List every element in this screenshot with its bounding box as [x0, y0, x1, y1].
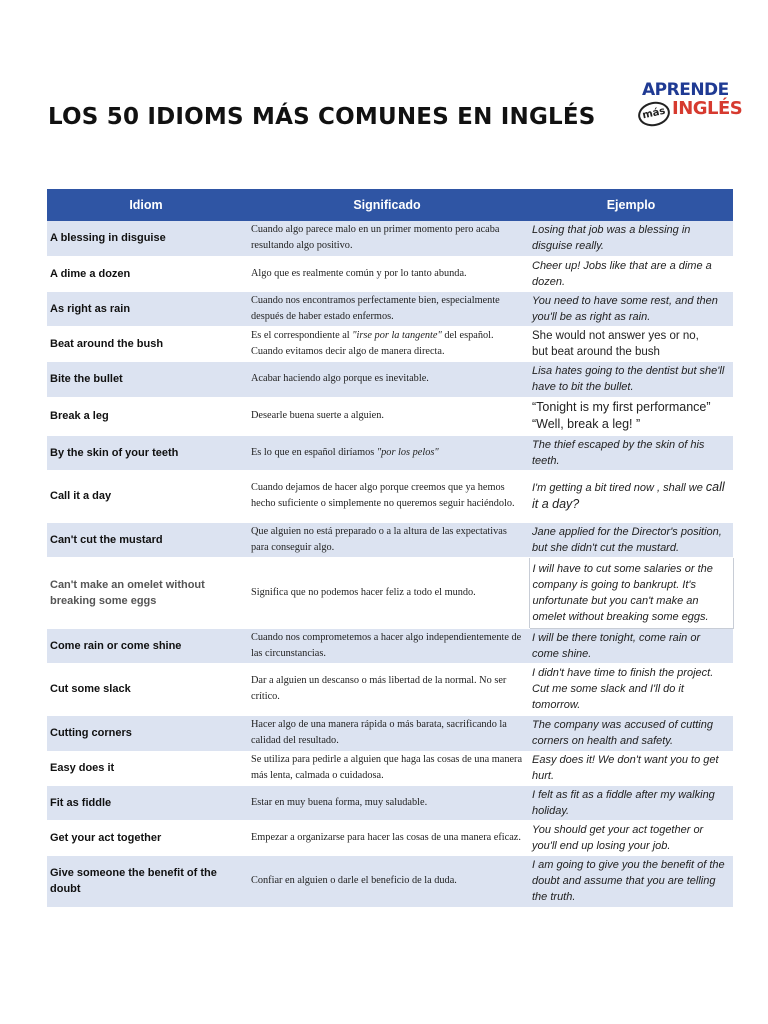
meaning-cell: Dar a alguien un descanso o más libertad de la normal. No ser crítico. [245, 663, 529, 715]
table-header-row [47, 189, 733, 221]
page-title: LOS 50 IDIOMS MÁS COMUNES EN INGLÉS [48, 104, 596, 130]
meaning-cell [245, 326, 529, 361]
brand-logo [636, 80, 743, 126]
column-header-significado: Significado [245, 189, 529, 221]
table-row [47, 628, 733, 663]
table-row [47, 397, 733, 435]
idiom-cell: Give someone the benefit of the doubt [47, 855, 245, 907]
table-row [47, 435, 733, 470]
table-row [47, 751, 733, 785]
example-cell: Cheer up! Jobs like that are a dime a dozen. [529, 256, 733, 291]
table-row [47, 221, 733, 256]
table-row [47, 557, 733, 628]
meaning-cell: Cuando nos comprometemos a hacer algo independientemente de las circunstancias. [245, 628, 529, 663]
example-cell [529, 470, 733, 522]
idiom-cell: Get your act together [47, 820, 245, 855]
table-row [47, 663, 733, 715]
example-emphasis: call it a day? [532, 480, 725, 511]
table-row [47, 522, 733, 557]
idiom-cell: A blessing in disguise [47, 221, 245, 256]
example-line: but beat around the bush [532, 345, 660, 358]
example-cell: Losing that job was a blessing in disguise really. [529, 221, 733, 256]
logo-circle-mas: más [636, 99, 672, 129]
example-cell: I didn't have time to finish the project. Cut me some slack and I'll do it tomorrow. [529, 663, 733, 715]
meaning-text: Es lo que en español diríamos [251, 446, 377, 458]
idiom-cell: Easy does it [47, 751, 245, 785]
example-line: “Well, break a leg! ” [532, 417, 641, 431]
table-row [47, 326, 733, 361]
example-cell: You need to have some rest, and then you'll be as right as rain. [529, 291, 733, 326]
idiom-cell: Beat around the bush [47, 326, 245, 361]
table-row [47, 855, 733, 907]
example-line: She would not answer yes or no, [532, 329, 699, 342]
example-cell: You should get your act together or you'll end up losing your job. [529, 820, 733, 855]
idiom-cell: Cutting corners [47, 715, 245, 751]
idiom-cell: Fit as fiddle [47, 785, 245, 820]
idiom-cell: Can't cut the mustard [47, 522, 245, 557]
example-cell [529, 397, 733, 435]
table-row [47, 820, 733, 855]
example-cell: Lisa hates going to the dentist but she'll have to bit the bullet. [529, 361, 733, 397]
table-row [47, 256, 733, 291]
column-header-ejemplo: Ejemplo [529, 189, 733, 221]
idiom-cell: Call it a day [47, 470, 245, 522]
meaning-cell: Que alguien no está preparado o a la altura de las expectativas para conseguir algo. [245, 522, 529, 557]
example-cell: I will be there tonight, come rain or come shine. [529, 628, 733, 663]
example-cell: I felt as fit as a fiddle after my walking holiday. [529, 785, 733, 820]
idiom-cell: A dime a dozen [47, 256, 245, 291]
example-cell: The thief escaped by the skin of his teeth. [529, 435, 733, 470]
table-row [47, 785, 733, 820]
meaning-cell: Confiar en alguien o darle el beneficio de la duda. [245, 855, 529, 907]
meaning-cell: Algo que es realmente común y por lo tanto abunda. [245, 256, 529, 291]
example-cell: Easy does it! We don't want you to get hurt. [529, 751, 733, 785]
example-cell [529, 326, 733, 361]
meaning-cell: Empezar a organizarse para hacer las cosas de una manera eficaz. [245, 820, 529, 855]
idiom-cell: As right as rain [47, 291, 245, 326]
meaning-text: Es el correspondiente al [251, 329, 353, 341]
example-text: I'm getting a bit tired now , shall we [532, 482, 706, 494]
meaning-cell: Se utiliza para pedirle a alguien que haga las cosas de una manera más lenta, calmada o cuidadosa. [245, 751, 529, 785]
table-row [47, 715, 733, 751]
idiom-cell: Can't make an omelet without breaking some eggs [47, 557, 245, 628]
meaning-cell: Acabar haciendo algo porque es inevitable. [245, 361, 529, 397]
example-cell: I am going to give you the benefit of the doubt and assume that you are telling the truth. [529, 855, 733, 907]
meaning-cell: Hacer algo de una manera rápida o más barata, sacrificando la calidad del resultado. [245, 715, 529, 751]
idiom-cell: Bite the bullet [47, 361, 245, 397]
meaning-cell: Desearle buena suerte a alguien. [245, 397, 529, 435]
example-cell: The company was accused of cutting corners on health and safety. [529, 715, 733, 751]
table-row [47, 291, 733, 326]
meaning-cell: Significa que no podemos hacer feliz a todo el mundo. [245, 557, 529, 628]
logo-word-aprende: APRENDE [642, 80, 729, 100]
idiom-cell: By the skin of your teeth [47, 435, 245, 470]
table-row [47, 470, 733, 522]
meaning-cell [245, 435, 529, 470]
idiom-cell: Cut some slack [47, 663, 245, 715]
meaning-text: del español. Cuando evitamos decir algo de manera directa. [251, 329, 494, 357]
idiom-cell: Come rain or come shine [47, 628, 245, 663]
example-line: “Tonight is my first performance” [532, 400, 711, 414]
example-cell: Jane applied for the Director's position, but she didn't cut the mustard. [529, 522, 733, 557]
meaning-emphasis: "irse por la tangente" [352, 329, 442, 341]
logo-word-ingles: INGLÉS [672, 98, 743, 119]
meaning-emphasis: "por los pelos" [376, 446, 439, 458]
idioms-table [47, 189, 734, 908]
meaning-cell: Estar en muy buena forma, muy saludable. [245, 785, 529, 820]
column-header-idiom: Idiom [47, 189, 245, 221]
idiom-cell: Break a leg [47, 397, 245, 435]
meaning-cell: Cuando dejamos de hacer algo porque creemos que ya hemos hecho suficiente o simplemente no queremos seguir haciéndolo. [245, 470, 529, 522]
meaning-cell: Cuando algo parece malo en un primer momento pero acaba resultando algo positivo. [245, 221, 529, 256]
example-cell: I will have to cut some salaries or the company is going to bankrupt. It's unfortunate but you can't make an omelet without breaking some eggs. [529, 557, 733, 628]
table-row [47, 361, 733, 397]
meaning-cell: Cuando nos encontramos perfectamente bien, especialmente después de haber estado enfermos. [245, 291, 529, 326]
